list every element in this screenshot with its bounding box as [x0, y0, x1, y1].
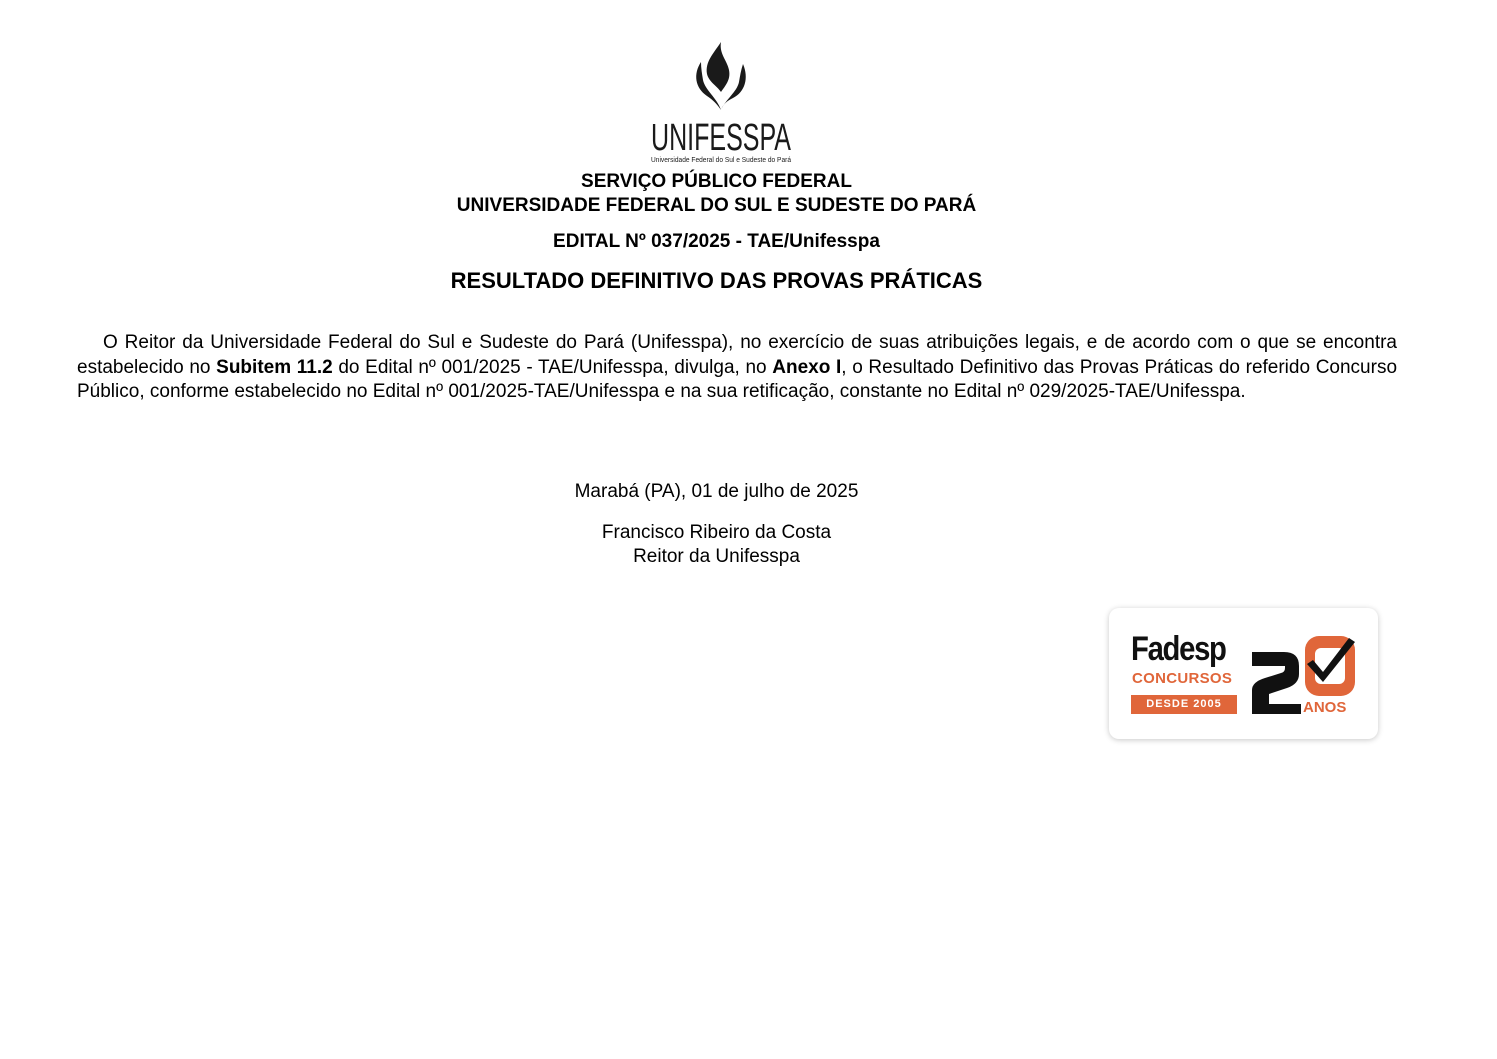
body-bold-subitem: Subitem 11.2 — [216, 356, 333, 378]
body-text-1: O Reitor da Universidade Federal do Sul e Sudeste do Pará (Unifesspa), no exercício de suas atribuições legais, e de acordo com o que se encontra estabelecido no — [77, 332, 1397, 378]
unifesspa-logo — [645, 40, 797, 166]
body-bold-anexo: Anexo I — [772, 356, 842, 378]
logo-name: UNIFESSPA — [651, 117, 792, 159]
logo-subtitle: Universidade Federal do Sul e Sudeste do Pará — [651, 157, 792, 164]
anos-label: ANOS — [1303, 699, 1347, 716]
body-paragraph — [77, 331, 1397, 405]
body-text-3: , o Resultado Definitivo das Provas Práticas do referido Concurso Público, conforme estabelecido no Edital nº 001/2025-TAE/Unifesspa e na sua retificação, constante no Edital nº 029/2025-TAE/Unifesspa. — [77, 356, 1398, 402]
signer-role: Reitor da Unifesspa — [633, 546, 800, 567]
header-service: SERVIÇO PÚBLICO FEDERAL — [581, 171, 852, 192]
fadesp-brand: Fadesp — [1131, 630, 1226, 668]
header-university: UNIVERSIDADE FEDERAL DO SUL E SUDESTE DO PARÁ — [456, 195, 977, 216]
place-date: Marabá (PA), 01 de julho de 2025 — [574, 481, 859, 502]
concursos-label: CONCURSOS — [1132, 670, 1233, 687]
desde-label: DESDE 2005 — [1131, 695, 1237, 714]
header-edital: EDITAL Nº 037/2025 - TAE/Unifesspa — [553, 231, 880, 252]
document-title: RESULTADO DEFINITIVO DAS PROVAS PRÁTICAS — [450, 268, 983, 293]
body-text-2: do Edital nº 001/2025 - TAE/Unifesspa, divulga, no — [332, 356, 773, 378]
signer-name: Francisco Ribeiro da Costa — [601, 522, 832, 543]
flame-icon — [645, 40, 797, 166]
fadesp-badge — [1109, 608, 1378, 739]
